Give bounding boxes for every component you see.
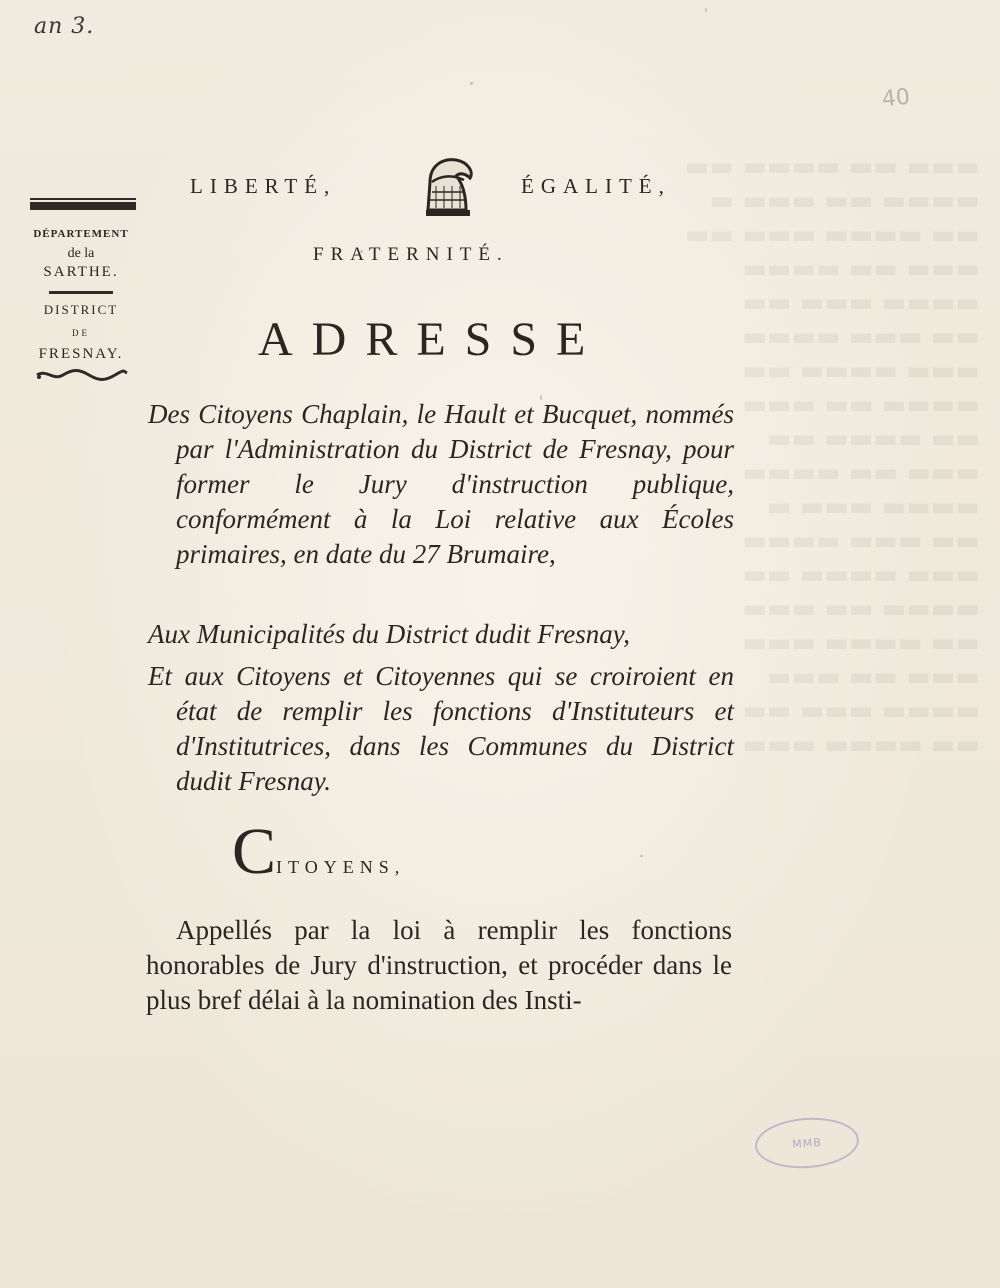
salutation-rest: ITOYENS, bbox=[276, 857, 406, 877]
motto-fraternite: FRATERNITÉ. bbox=[313, 244, 509, 265]
library-stamp: MMB bbox=[753, 1114, 860, 1171]
margin-departement: DÉPARTEMENT bbox=[33, 228, 129, 240]
phrygian-cap-icon bbox=[420, 152, 478, 220]
body-paragraph: Appellés par la loi à remplir les fonctions honorables de Jury d'instruction, et procéder dans le plus bref délai à la nomination des Insti- bbox=[146, 915, 732, 1015]
paper-speck bbox=[640, 855, 643, 857]
paragraph-from-text: Des Citoyens Chaplain, le Hault et Bucquet, nommés par l'Administration du District de Fresnay, pour former le Jury d'instruction publique, conformément à la Loi relative aux Écoles primaires, en date du 27 Brumaire, bbox=[148, 399, 734, 569]
paper-speck bbox=[705, 8, 707, 12]
flourish-ornament-icon bbox=[33, 367, 129, 383]
motto-liberte: LIBERTÉ, bbox=[190, 174, 337, 198]
margin-rule-short bbox=[49, 291, 113, 294]
body-text bbox=[146, 913, 732, 1018]
pencil-page-number: 40 bbox=[880, 84, 912, 113]
margin-district: DISTRICT bbox=[43, 302, 119, 317]
margin-heading bbox=[20, 198, 142, 383]
margin-sarthe: SARTHE. bbox=[43, 264, 119, 280]
margin-de: DE bbox=[72, 328, 90, 338]
margin-de-la: de la bbox=[67, 246, 95, 261]
paper-speck bbox=[540, 395, 542, 400]
salutation-initial: C bbox=[232, 815, 277, 888]
paragraph-to-municipalities-text: Aux Municipalités du District dudit Fresnay, bbox=[148, 619, 630, 649]
show-through-texture: ▬▬▬ ▬▬ ▬▬▬▬ ▬▬ ▬▬▬▬ ▬▬ ▬▬▬ ▬ ▬▬ ▬▬▬▬ ▬▬▬ ▬▬ ▬▬▬ ▬▬ ▬▬▬▬ ▬▬▬▬ ▬▬▬ ▬▬ ▬▬ ▬▬▬ ▬▬▬▬ ▬▬▬ ▬▬▬▬ ▬▬ ▬▬▬▬ ▬▬ ▬▬▬ ▬▬ ▬▬▬▬ ▬▬ ▬▬▬ ▬▬ ▬▬▬▬ ▬▬▬▬ ▬▬▬ ▬ ▬▬ ▬▬▬ ▬▬▬▬ ▬▬▬ ▬▬▬▬ ▬▬ ▬▬▬▬ ▬▬ ▬▬▬ ▬▬ ▬▬▬▬ ▬▬▬ ▬▬▬ ▬▬ ▬▬▬ ▬▬▬▬ ▬▬▬ ▬▬ ▬▬ ▬▬▬▬ ▬▬▬ bbox=[684, 152, 980, 760]
motto-egalite: ÉGALITÉ, bbox=[521, 174, 671, 198]
paragraph-to-municipalities bbox=[148, 617, 734, 652]
paragraph-to-citizens-text: Et aux Citoyens et Citoyennes qui se croiroient en état de remplir les fonctions d'Instituteurs et d'Institutrices, dans les Communes du District dudit Fresnay. bbox=[148, 661, 734, 796]
handwritten-note: an 3. bbox=[34, 14, 95, 39]
margin-fresnay: FRESNAY. bbox=[38, 346, 124, 362]
paper-speck bbox=[470, 82, 473, 85]
paragraph-from bbox=[148, 397, 734, 572]
paragraph-to-citizens bbox=[148, 659, 734, 799]
paper-speck bbox=[360, 250, 363, 253]
margin-rule-thick bbox=[30, 198, 136, 210]
document-title: ADRESSE bbox=[258, 313, 605, 366]
salutation bbox=[232, 815, 406, 888]
